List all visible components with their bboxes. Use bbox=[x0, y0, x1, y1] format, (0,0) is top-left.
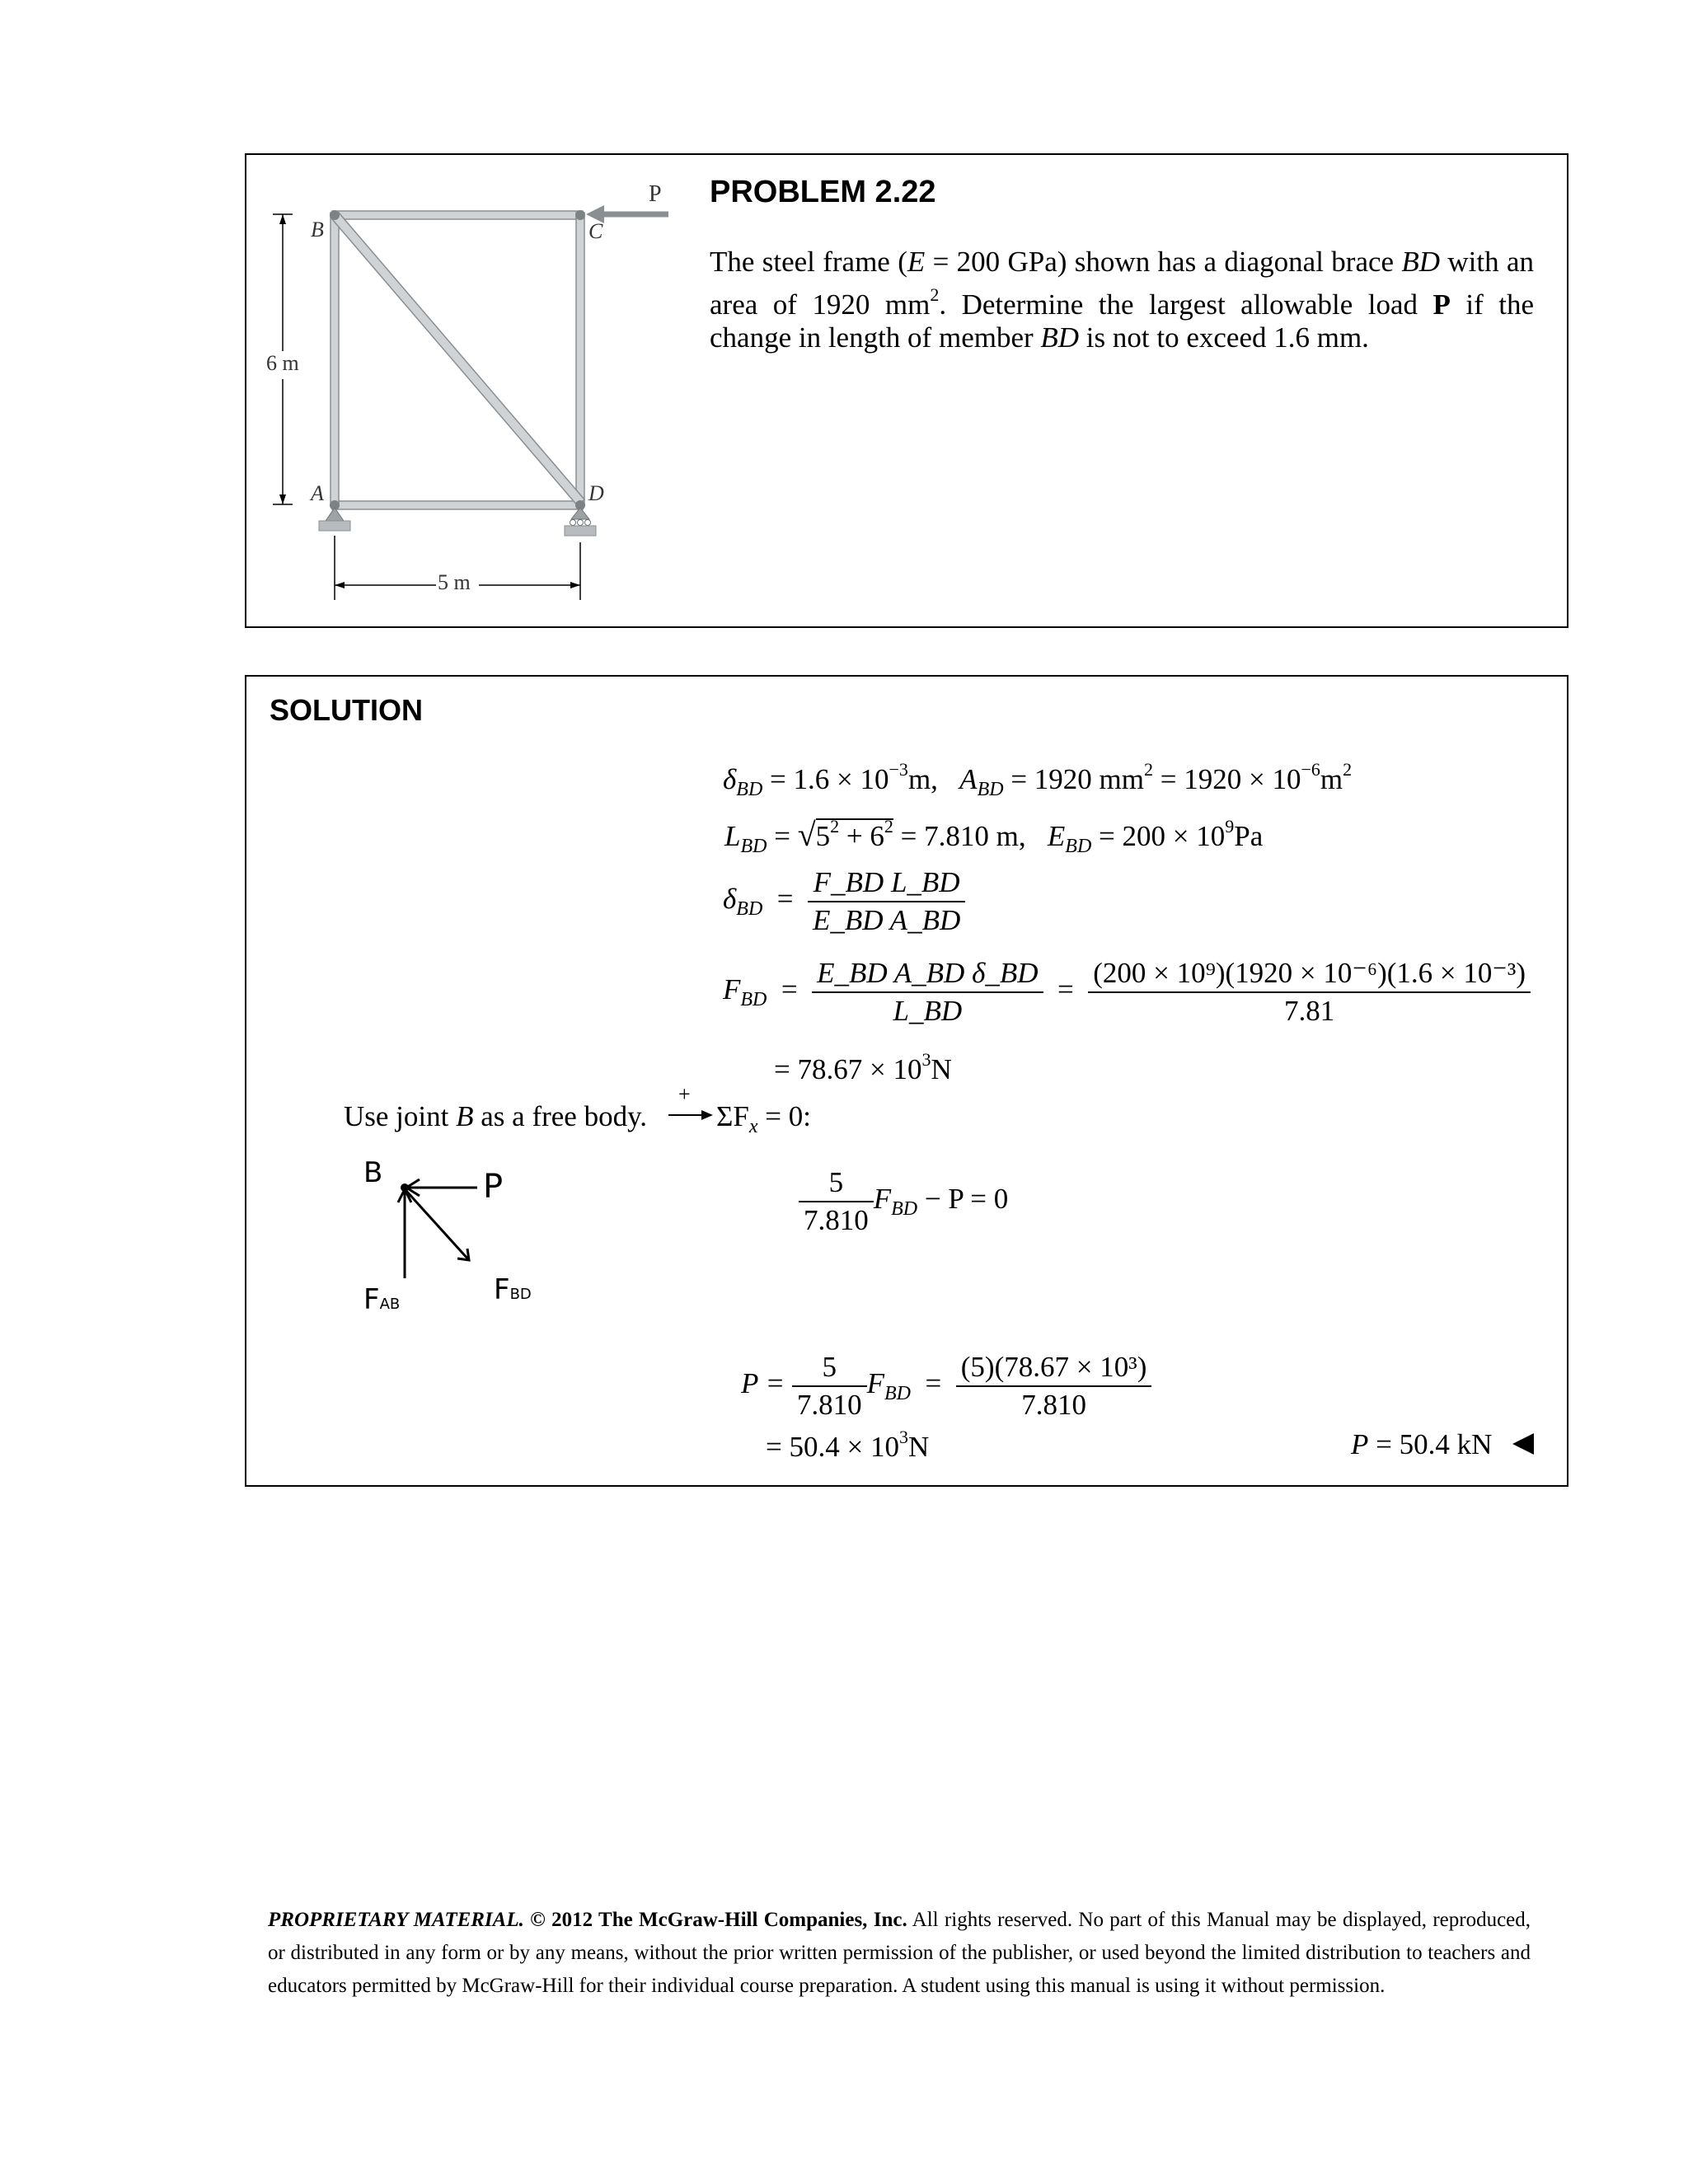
label-d: D bbox=[588, 481, 604, 505]
right-arrow-icon bbox=[667, 1109, 715, 1121]
eq-delta-area: $\delta_{BD} = 1.6 \times 10^{-3}m$, $A_{BD} = 1920$ $mm^2 = 1920 \times 10^{-6}m^2$ bbox=[723, 759, 1353, 800]
eq-force-result: = $78.67 \times 10^3N$ bbox=[774, 1049, 952, 1085]
fbd-label-fab: FAB bbox=[363, 1283, 401, 1316]
problem-statement: The steel frame (E = 200 GPa) shown has a diagonal brace BD with an area of 1920 $mm^2$. Determine the largest allowable load P if the change in length of member BD is not to exceed 1.6 mm. bbox=[710, 246, 1534, 354]
eq-force: $F_{BD}$ = $\frac{\text{E\_BD A\_BD δ\_BD}}{L\_BD}$ = $\frac{\text{(200 × 10⁹)(1920 × 10⁻⁶)(1.6 × 10⁻³)}}{7.81}$ bbox=[723, 957, 1531, 1028]
label-a: A bbox=[311, 481, 324, 505]
fbd-label-p: P bbox=[483, 1168, 504, 1206]
eq-delta-formula: $\delta_{BD}$ = $\frac{\text{F\_BD L\_BD}}{\text{E\_BD A\_BD}}$ bbox=[723, 866, 965, 937]
eq-equilibrium: $\frac{5}{7.810}$ $F_{BD} - P = 0$ bbox=[799, 1166, 1008, 1237]
problem-title: PROBLEM 2.22 bbox=[710, 175, 936, 209]
label-p: P bbox=[649, 181, 662, 207]
fbd-label-fbd: FBD bbox=[494, 1273, 532, 1306]
eq-p-solve: P = $\frac{5}{7.810}$ $F_{BD}$ = $\frac{\text{(5)(78.67 × 10³)}}{7.810}$ bbox=[741, 1351, 1151, 1422]
joint-free-body-text: Use joint B as a free body. bbox=[344, 1100, 648, 1132]
solution-box bbox=[245, 675, 1568, 1487]
dim-width: 5 m bbox=[438, 570, 471, 594]
solution-heading: SOLUTION bbox=[270, 693, 423, 727]
answer-marker-icon bbox=[1511, 1432, 1536, 1456]
copyright-footer: PROPRIETARY MATERIAL. © 2012 The McGraw-Hill Companies, Inc. All rights reserved. No part of this Manual may be displayed, reproduced, or distributed in any form or by any means, without the prior written permission of the publisher, or used beyond the limited distribution to teachers and educators permitted by McGraw-Hill for their individual course preparation. A student using this manual is using it without permission. bbox=[268, 1909, 1531, 1997]
dim-height: 6 m bbox=[266, 351, 299, 375]
problem-box bbox=[245, 153, 1568, 628]
eq-p-result: = $50.4 \times 10^3N$ bbox=[766, 1427, 930, 1463]
sum-forces-x: + $\Sigma F_x = 0$: bbox=[667, 1100, 811, 1138]
label-c: C bbox=[588, 219, 603, 243]
plus-sign: + bbox=[678, 1082, 691, 1106]
eq-length-modulus: $L_{BD} = √5^2 + 6^2 = 7.810$ m, $E_{BD} = 200 \times 10^9Pa$ bbox=[724, 816, 1264, 857]
fbd-label-b: B bbox=[363, 1156, 383, 1189]
final-answer: P = 50.4 kN bbox=[1351, 1428, 1536, 1461]
label-b: B bbox=[311, 218, 324, 241]
